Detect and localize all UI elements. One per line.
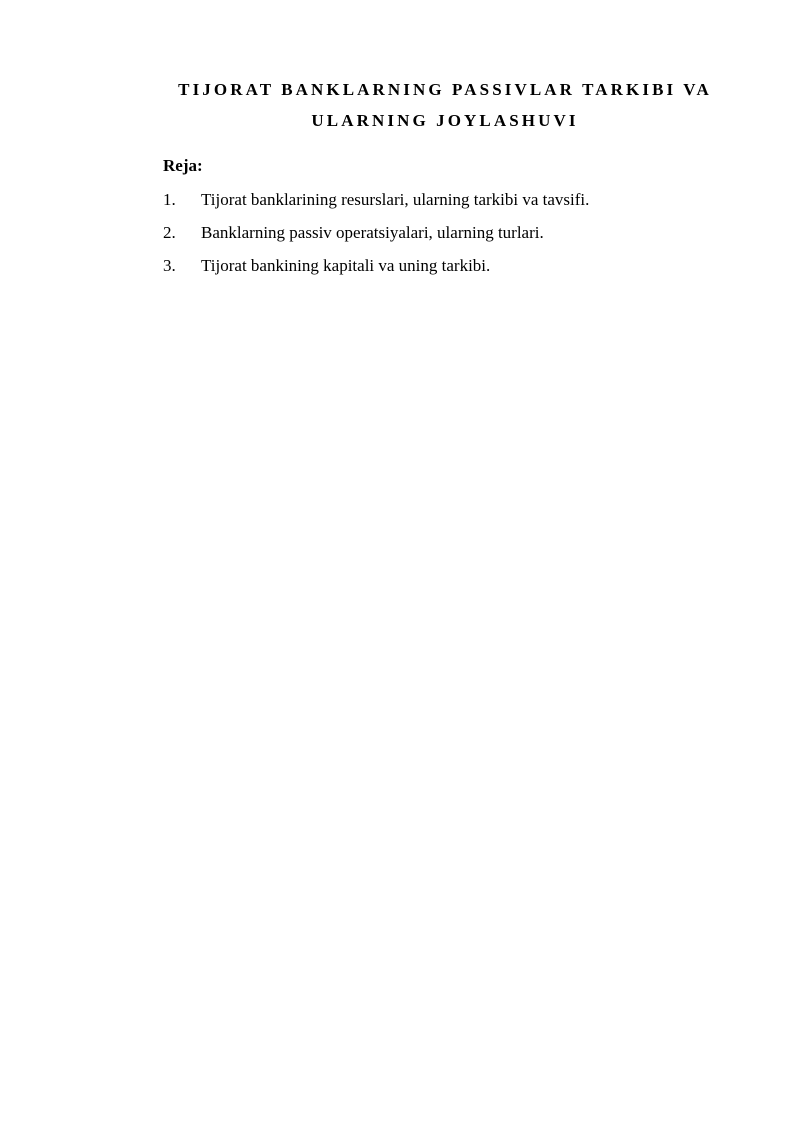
plan-item-number: 1. [163,190,176,209]
title-line-2: ULARNING JOYLASHUVI [311,111,579,130]
document-title [150,74,740,136]
plan-item-text: Tijorat bankining kapitali va uning tarkibi. [201,256,491,275]
plan-item-text: Tijorat banklarining resurslari, ularning tarkibi va tavsifi. [201,190,590,209]
plan-item-number: 3. [163,256,176,275]
title-line-1: TIJORAT BANKLARNING PASSIVLAR TARKIBI VA [178,80,712,99]
plan-item-number: 2. [163,223,176,242]
plan-item-text: Banklarning passiv operatsiyalari, ularning turlari. [201,223,544,242]
plan-heading: Reja: [163,156,203,175]
